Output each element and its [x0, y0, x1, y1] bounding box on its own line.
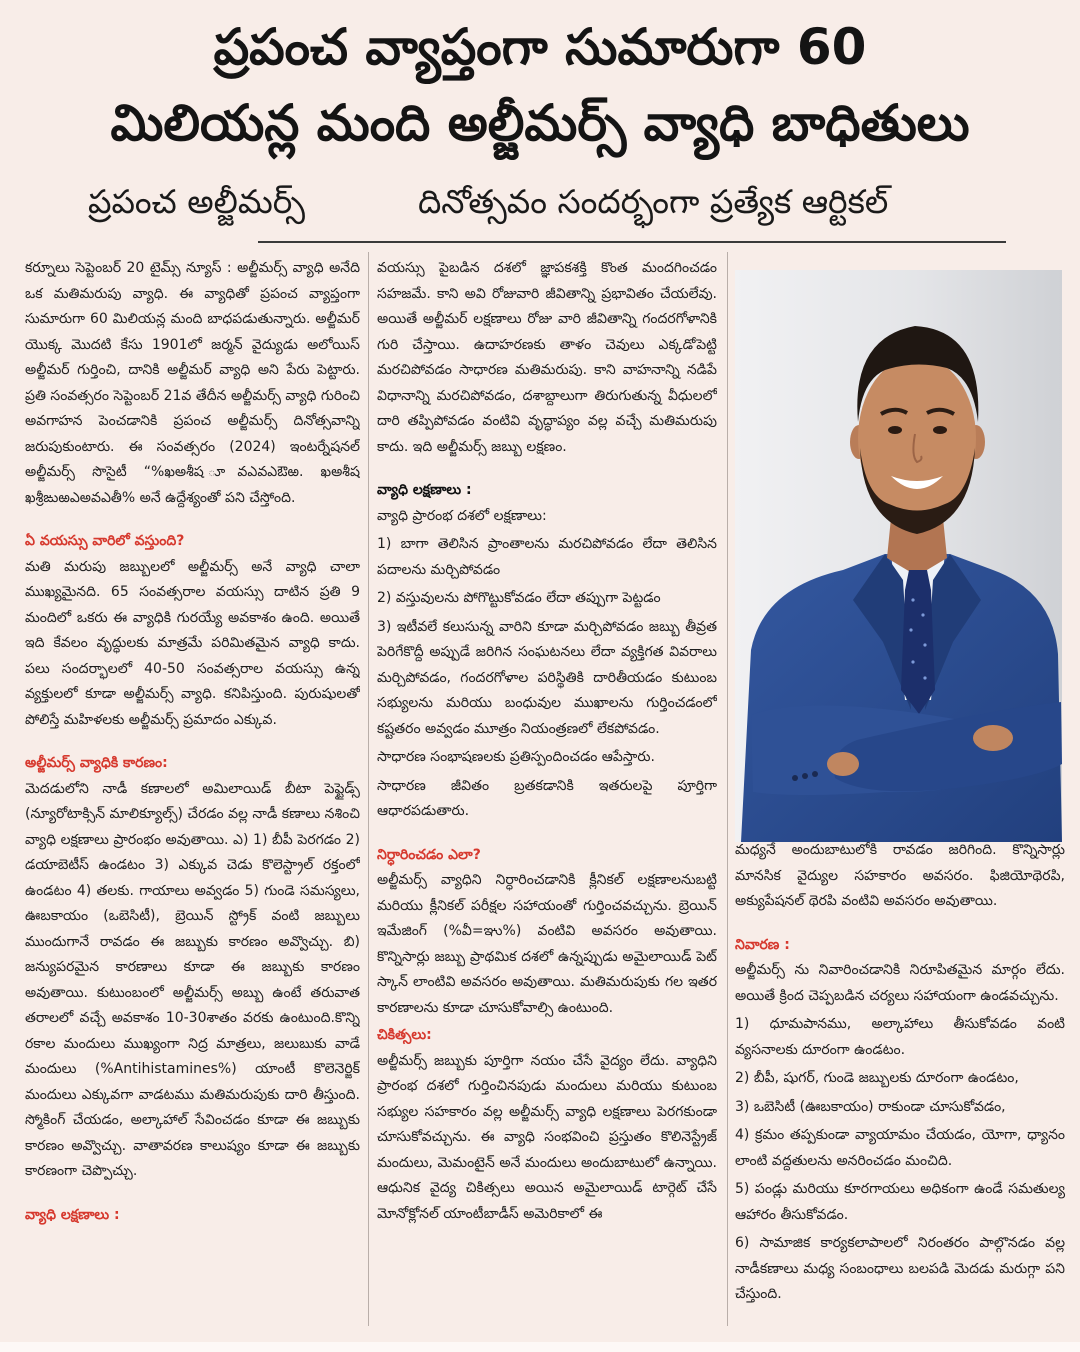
article-paragraph: మధ్యనే అందుబాటులోకి రావడం జరిగింది. కొన్నిసార్లు మానసిక వైద్యుల సహకారం అవసరం. ఫిజియోథెరపి, అక్యుపేషనల్ థెరపి వంటివి అవసరం అవుతాయి. — [735, 842, 1065, 909]
right-hand — [827, 752, 859, 776]
section-heading: అల్జీమర్స్ వ్యాధికి కారణం: — [25, 755, 168, 771]
article-paragraph: అల్జీమర్స్ జబ్బుకు పూర్తిగా నయం చేసే వైద్యం లేదు. వ్యాధిని ప్రారంభ దశలో గుర్తించినపుడు మందులు మరియు కుటుంబ సభ్యుల సహకారం వల్ల అల్జీమర్స్ వ్యాధి లక్షణాలు పెరగకుండా చూసుకోవచ్చును. ఈ వ్యాధి సంభవించి ప్రస్తుతం కొలినెస్ట్రేజ్ మందులు, మెమంటైన్ అనే మందులు అందుబాటులో ఉన్నాయి. ఆధునిక వైద్య చికిత్సలు అయిన అమైలాయిడ్ టార్గెట్ చేసే మోనోక్లోనల్ యాంటీబాడీస్ అమెరికాలో ఈ — [377, 1052, 717, 1222]
portrait-illustration — [735, 270, 1062, 842]
list-item: 5) పండ్లు మరియు కూరగాయలు అధికంగా ఉండే సమతుల్య ఆహారం తీసుకోవడం. — [735, 1181, 1065, 1223]
article-paragraph: మతి మరుపు జబ్బులలో అల్జీమర్స్ అనే వ్యాధి చాలా ముఖ్యమైనది. 65 సంవత్సరాల వయస్సు దాటిన ప్రతి 9 మందిలో ఒకరు ఈ వ్యాధికి గురయ్యే అవకాశం ఉంది. అయితే ఇది కేవలం వృద్ధులకు మాత్రమే పరిమితమైన వ్యాధి కాదు. పలు సందర్భాలలో 40-50 సంవత్సరాల వయస్సు ఉన్న వ్యక్తులలో కూడా అల్జీమర్స్ వ్యాధి. కనిపిస్తుంది. పురుషులతో పోలిస్తే మహిళలకు అల్జీమర్స్ ప్రమాదం ఎక్కువ. — [25, 558, 360, 728]
author-photo — [735, 270, 1062, 842]
article-column-2 — [377, 256, 717, 1326]
subheadline-left: ప్రపంచ అల్జీమర్స్ — [88, 182, 306, 221]
list-item: 2) బీపీ, షుగర్, గుండె జబ్బులకు దూరంగా ఉండటం, — [735, 1070, 1019, 1086]
subheadline — [0, 174, 1080, 230]
headline-line-2: మిలియన్ల మంది అల్జీమర్స్ వ్యాధి బాధితులు — [110, 94, 970, 152]
list-item: సాధారణ సంభాషణలకు ప్రతిస్పందించడం ఆపేస్తారు. — [377, 749, 655, 765]
section-heading: చికిత్సలు: — [377, 1027, 432, 1043]
left-hand — [973, 725, 1013, 751]
headline-divider — [258, 241, 1006, 243]
section-heading: నిర్ధారించడం ఎలా? — [377, 846, 481, 863]
list-item: 1) ధూమపానము, అల్కాహాలు తీసుకోవడం వంటి వ్యసనాలకు దూరంగా ఉండటం. — [735, 1016, 1065, 1058]
article-paragraph: మెదడులోని నాడీ కణాలలో అమిలాయిడ్ బీటా పెప్టైడ్స్ (న్యూరోటాక్సిన్ మాలిక్యూల్స్) చేరడం వల్ల నాడీ కణాలు నశించి వ్యాధి లక్షణాలు ప్రారంభం అవుతాయి. ఎ) 1) బీపీ పెరగడం 2) డయాబెటీస్ ఉండటం 3) ఎక్కువ చెడు కొలెస్ట్రాల్ రక్తంలో ఉండటం 4) తలకు. గాయాలు అవ్వడం 5) గుండె సమస్యలు, ఊబకాయం (ఒబెసిటీ), బ్రెయిన్ స్ట్రోక్ వంటి జబ్బులు ముందుగానే రావడం ఈ జబ్బుకు కారణం అవ్వొచ్చు. బి) జన్యుపరమైన కారణాలు కూడా ఈ జబ్బుకు కారణం అవుతాయి. కుటుంబంలో అల్జీమర్స్ అబ్బు ఉంటే తరువాత తరాలలో వచ్చే అవకాశం 10-30శాతం వరకు ఉంటుంది.కొన్ని రకాల మందులు ముఖ్యంగా నిద్ర మాత్రలు, జలుబుకు వాడే మందులు (%Antihistamines%) యాంటీ కొలెనెర్జిక్ మందులు ఎక్కువగా వాడటము మతిమరుపుకు దారి తీస్తుంది. స్మోకింగ్ చేయడం, అల్కాహాల్ సేవించడం కూడా ఈ జబ్బుకు కారణం అవ్వొచ్చు. వాతావరణ కాలుష్యం కూడా ఈ జబ్బుకు కారణంగా చెప్పొచ్చు. — [25, 780, 360, 1179]
headline-line-1: ప్రపంచ వ్యాప్తంగా సుమారుగా 60 — [213, 18, 867, 76]
necktie — [901, 570, 935, 714]
list-item: 6) సామాజిక కార్యకలాపాలలో నిరంతరం పాల్గొనడం వల్ల నాడీకణాలు మధ్య సంబంధాలు బలపడి మెదడు మరుగ్గా పని చేస్తుంది. — [735, 1235, 1065, 1302]
page-bottom-edge — [0, 1342, 1080, 1352]
article-paragraph: అల్జీమర్స్ వ్యాధిని నిర్ధారించడానికి క్లీనికల్ లక్షణాలనుబట్టి మరియు క్లీనికల్ పరీక్షల సహాయంతో గుర్తించవచ్చును. బ్రెయిన్ ఇమేజింగ్ (%వీ=ఞు%) వంటివి అవసరం అవుతాయి. కొన్నిసార్లు జబ్బు ప్రాథమిక దశలో ఉన్నప్పుడు అమైలాయిడ్ పెట్ స్కాన్ లాంటివి అవసరం అవుతాయి. మతిమరుపుకు గల ఇతర కారణాలను కూడా చూసుకోవాల్సి ఉంటుంది. — [377, 872, 717, 1016]
right-eye — [933, 426, 947, 434]
article-column-3 — [735, 838, 1065, 1326]
article-paragraph: కర్నూలు సెప్టెంబర్ 20 టైమ్స్ న్యూస్ : అల్జీమర్స్ వ్యాధి అనేది ఒక మతిమరుపు వ్యాధి. ఈ వ్యాధితో ప్రపంచ వ్యాప్తంగా సుమారుగా 60 మిలియన్ల మంది బాధపడుతున్నారు. అల్జీమర్ యొక్క మొదటి కేసు 1901లో జర్మన్ వైద్యుడు అలోయిస్ అల్జీమర్ గుర్తించి, దానికి అల్జీమర్ వ్యాధి అని పేరు పెట్టారు. ప్రతి సంవత్సరం సెప్టెంబర్ 21వ తేదీన అల్జీమర్స్ వ్యాధి గురించి అవగాహన పెంచడానికి ప్రపంచ అల్జీమర్స్ దినోత్సవాన్ని జరుపుకుంటారు. ఈ సంవత్సరం (2024) ఇంటర్నేషనల్ అల్జీమర్స్ సొసైటీ “%ఖఅశీష ూవఎవఎఔఱ. ఖఅశీష ఖశ్రీఙుఱఎఅవఎతీ% అనే ఉద్దేశ్యంతో పని చేస్తోంది. — [25, 260, 360, 506]
list-item: 3) ఒబెసిటీ (ఊబకాయం) రాకుండా చూసుకోవడం, — [735, 1098, 1006, 1115]
list-item: 2) వస్తువులను పోగొట్టుకోవడం లేదా తప్పుగా పెట్టడం — [377, 590, 661, 606]
subheadline-right: దినోత్సవం సందర్భంగా ప్రత్యేక ఆర్టికల్ — [418, 182, 889, 221]
list-item: 3) ఇటీవలే కలుసున్న వారిని కూడా మర్చిపోవడం జబ్బు తీవ్రత పెరిగేకొద్దీ అప్పుడే జరిగిన సంఘటనలు లేదా వ్యక్తిగత వివరాలు మర్చిపోవడం, గందరగోళాల పరిస్థితికి దారితీయడం కుటుంబ సభ్యులను మరియు బంధువుల ముఖాలను గుర్తించడంలో కష్టతరం అవ్వడం మూత్రం నియంత్రణలో లేకపోవడం. — [377, 618, 717, 737]
column-divider-2 — [727, 252, 728, 1326]
article-paragraph: వయస్సు పైబడిన దశలో జ్ఞాపకశక్తి కొంత మందగించడం సహజమే. కాని అవి రోజువారి జీవితాన్ని ప్రభావితం చేయలేవు. అయితే అల్జీమర్ లక్షణాలు రోజు వారి జీవితాన్ని గందరగోళానికి గురి చేస్తాయి. ఉదాహరణకు తాళం చెవులు ఎక్కడోపెట్టి మరచిపోవడం సాధారణ మతిమరుపు. కాని వాహనాన్ని నడిపే విధానాన్ని మరచిపోవడం, దశాబ్దాలుగా తిరుగుతున్న వీధులలో దారి తప్పిపోవడం వంటివి వృద్ధాప్యం వల్ల వచ్చే మతిమరుపు కాదు. ఇది అల్జీమర్స్ జబ్బు లక్షణం. — [377, 260, 717, 455]
article-column-1 — [25, 256, 360, 1326]
article-paragraph: వ్యాధి ప్రారంభ దశలో లక్షణాలు: — [377, 507, 547, 524]
list-item: సాధారణ జీవితం బ్రతకడానికి ఇతరులపై పూర్తిగా ఆధారపడుతారు. — [377, 777, 717, 819]
section-heading: వ్యాధి లక్షణాలు : — [25, 1206, 120, 1223]
section-subheading: వ్యాధి లక్షణాలు : — [377, 482, 472, 498]
list-item: 1) బాగా తెలిసిన ప్రాంతాలను మరచిపోవడం లేదా తెలిసిన పదాలను మర్చిపోవడం — [377, 536, 717, 578]
left-eye — [888, 426, 902, 434]
section-heading: ఏ వయస్సు వారిలో వస్తుంది? — [25, 533, 185, 549]
list-item: 4) క్రమం తప్పకుండా వ్యాయామం చేయడం, యోగా, ధ్యానం లాంటి వద్దతులను అనరించడం మంచిది. — [735, 1127, 1065, 1169]
article-paragraph: అల్జీమర్స్ ను నివారించడానికి నిరూపితమైన మార్గం లేదు. అయితే క్రింద చెప్పబడిన చర్యలు సహాయంగా ఉండవచ్చును. — [735, 962, 1065, 1004]
section-heading: నివారణ : — [735, 936, 790, 953]
column-divider-1 — [368, 252, 369, 1326]
